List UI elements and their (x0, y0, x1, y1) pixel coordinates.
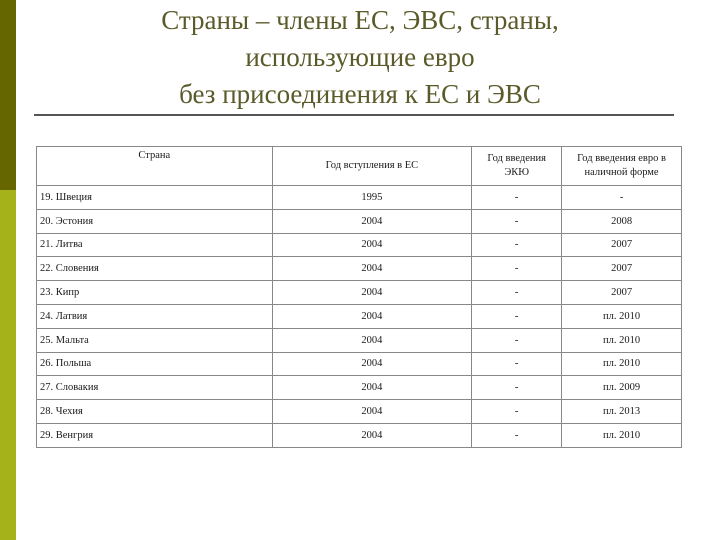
cell-eu-accession-year: 2004 (272, 423, 472, 447)
cell-ecu-year: - (472, 400, 562, 424)
title-underline (34, 114, 674, 116)
header-ecu-year: Год введения ЭКЮ (472, 147, 562, 186)
cell-ecu-year: - (472, 376, 562, 400)
cell-ecu-year: - (472, 186, 562, 210)
cell-country: 20. Эстония (37, 209, 273, 233)
cell-euro-cash-year: пл. 2009 (562, 376, 682, 400)
left-accent-bar-light (0, 190, 16, 540)
cell-eu-accession-year: 2004 (272, 233, 472, 257)
cell-eu-accession-year: 2004 (272, 257, 472, 281)
cell-euro-cash-year: 2007 (562, 233, 682, 257)
cell-eu-accession-year: 2004 (272, 281, 472, 305)
cell-ecu-year: - (472, 281, 562, 305)
cell-euro-cash-year: пл. 2010 (562, 352, 682, 376)
cell-eu-accession-year: 2004 (272, 352, 472, 376)
table-row (37, 233, 682, 257)
cell-country: 29. Венгрия (37, 423, 273, 447)
cell-ecu-year: - (472, 423, 562, 447)
cell-ecu-year: - (472, 328, 562, 352)
cell-euro-cash-year: пл. 2010 (562, 328, 682, 352)
table-row (37, 400, 682, 424)
title-line-1: Страны – члены ЕС, ЭВС, страны, (161, 5, 559, 35)
cell-euro-cash-year: пл. 2010 (562, 304, 682, 328)
table-row (37, 328, 682, 352)
cell-country: 22. Словения (37, 257, 273, 281)
table-row (37, 281, 682, 305)
slide-title (30, 2, 690, 113)
cell-country: 21. Литва (37, 233, 273, 257)
table-row (37, 376, 682, 400)
cell-euro-cash-year: - (562, 186, 682, 210)
table-body (37, 186, 682, 448)
table-row (37, 423, 682, 447)
cell-euro-cash-year: пл. 2013 (562, 400, 682, 424)
table-row (37, 186, 682, 210)
cell-eu-accession-year: 2004 (272, 209, 472, 233)
cell-ecu-year: - (472, 209, 562, 233)
cell-euro-cash-year: пл. 2010 (562, 423, 682, 447)
table-row (37, 304, 682, 328)
title-line-2: использующие евро (245, 42, 475, 72)
cell-ecu-year: - (472, 257, 562, 281)
eu-countries-table (36, 146, 682, 448)
title-line-3: без присоединения к ЕС и ЭВС (179, 79, 541, 109)
cell-country: 25. Мальта (37, 328, 273, 352)
cell-ecu-year: - (472, 352, 562, 376)
cell-eu-accession-year: 2004 (272, 376, 472, 400)
cell-euro-cash-year: 2007 (562, 257, 682, 281)
cell-eu-accession-year: 1995 (272, 186, 472, 210)
cell-country: 26. Польша (37, 352, 273, 376)
header-euro-cash-year: Год введения евро в наличной форме (562, 147, 682, 186)
cell-eu-accession-year: 2004 (272, 328, 472, 352)
left-accent-bar-dark (0, 0, 16, 190)
cell-country: 24. Латвия (37, 304, 273, 328)
cell-eu-accession-year: 2004 (272, 304, 472, 328)
cell-eu-accession-year: 2004 (272, 400, 472, 424)
cell-ecu-year: - (472, 304, 562, 328)
table-row (37, 209, 682, 233)
cell-euro-cash-year: 2008 (562, 209, 682, 233)
header-eu-accession-year: Год вступления в ЕС (272, 147, 472, 186)
cell-ecu-year: - (472, 233, 562, 257)
cell-country: 23. Кипр (37, 281, 273, 305)
table-row (37, 257, 682, 281)
header-country: Страна (37, 147, 273, 186)
table-row (37, 352, 682, 376)
table-header-row (37, 147, 682, 186)
cell-country: 19. Швеция (37, 186, 273, 210)
cell-country: 28. Чехия (37, 400, 273, 424)
cell-country: 27. Словакия (37, 376, 273, 400)
cell-euro-cash-year: 2007 (562, 281, 682, 305)
